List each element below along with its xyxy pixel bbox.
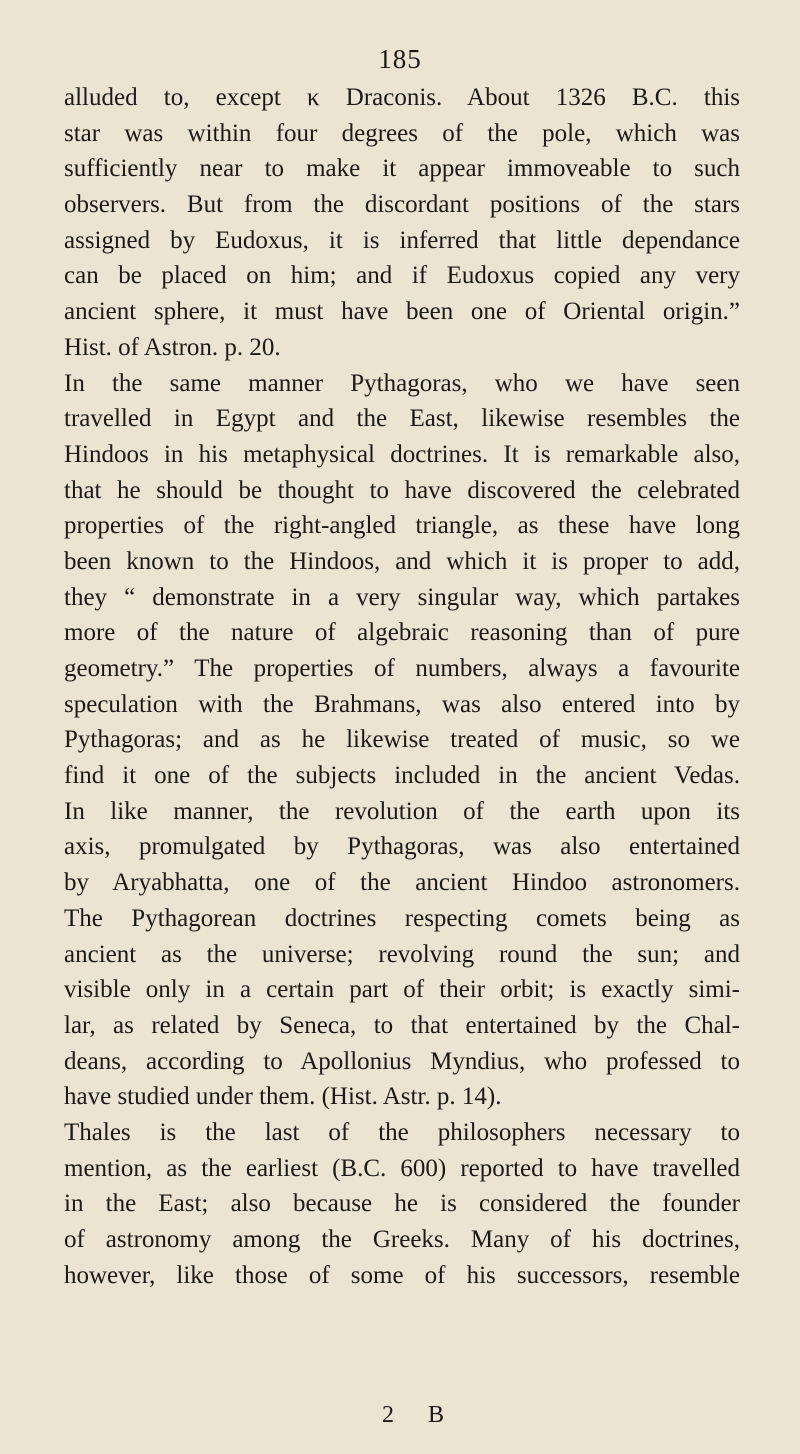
text-line: deans, according to Apollonius Myndius, who professed to [64, 1047, 740, 1075]
text-line: have studied under them. (Hist. Astr. p. 14). [64, 1083, 502, 1111]
text-line: In like manner, the revolution of the earth upon its [64, 797, 740, 825]
text-line: speculation with the Brahmans, was also entered into by [64, 690, 740, 718]
text-line: Thales is the last of the philosophers necessary to [64, 1118, 740, 1146]
text-line: been known to the Hindoos, and which it is proper to add, [64, 547, 740, 575]
text-line: star was within four degrees of the pole, which was [64, 119, 740, 147]
text-line: Hist. of Astron. p. 20. [64, 333, 281, 361]
page-number: 185 [378, 44, 422, 74]
text-line: geometry.” The properties of numbers, always a favourite [64, 655, 740, 682]
text-line: observers. But from the discordant positions of the stars [64, 191, 740, 219]
text-line: properties of the right-angled triangle, as these have long [64, 512, 740, 540]
text-line: alluded to, except κ Draconis. About 1326 B.C. this [64, 84, 740, 111]
text-line: Hindoos in his metaphysical doctrines. It is remarkable also, [64, 440, 740, 468]
signature-mark: 2 B [381, 1402, 458, 1428]
text-line: In the same manner Pythagoras, who we have seen [64, 369, 740, 397]
text-line: can be placed on him; and if Eudoxus copied any very [64, 262, 740, 290]
text-line: mention, as the earliest (B.C. 600) reported to have travelled [64, 1154, 740, 1182]
text-line: find it one of the subjects included in the ancient Vedas. [64, 762, 740, 790]
body-text [64, 80, 740, 1293]
text-line: by Aryabhatta, one of the ancient Hindoo astronomers. [64, 869, 740, 897]
text-line: ancient sphere, it must have been one of Oriental origin.” [64, 298, 740, 326]
text-line: The Pythagorean doctrines respecting comets being as [64, 904, 740, 932]
text-line: in the East; also because he is considered the founder [64, 1190, 740, 1218]
text-line: sufficiently near to make it appear immoveable to such [64, 155, 740, 183]
text-line: Pythagoras; and as he likewise treated of music, so we [64, 726, 740, 754]
text-line: that he should be thought to have discovered the celebrated [64, 476, 740, 504]
text-line: visible only in a certain part of their orbit; is exactly simi- [64, 976, 740, 1004]
text-line: axis, promulgated by Pythagoras, was also entertained [64, 833, 740, 861]
text-line: lar, as related by Seneca, to that entertained by the Chal- [64, 1011, 740, 1039]
text-line: travelled in Egypt and the East, likewise resembles the [64, 405, 740, 433]
text-line: assigned by Eudoxus, it is inferred that little dependance [64, 226, 740, 254]
text-line: of astronomy among the Greeks. Many of his doctrines, [64, 1226, 740, 1253]
text-line: ancient as the universe; revolving round the sun; and [64, 940, 740, 968]
text-line: however, like those of some of his successors, resemble [64, 1261, 740, 1289]
text-line: they “ demonstrate in a very singular way, which partakes [64, 583, 740, 611]
text-line: more of the nature of algebraic reasoning than of pure [64, 619, 740, 647]
